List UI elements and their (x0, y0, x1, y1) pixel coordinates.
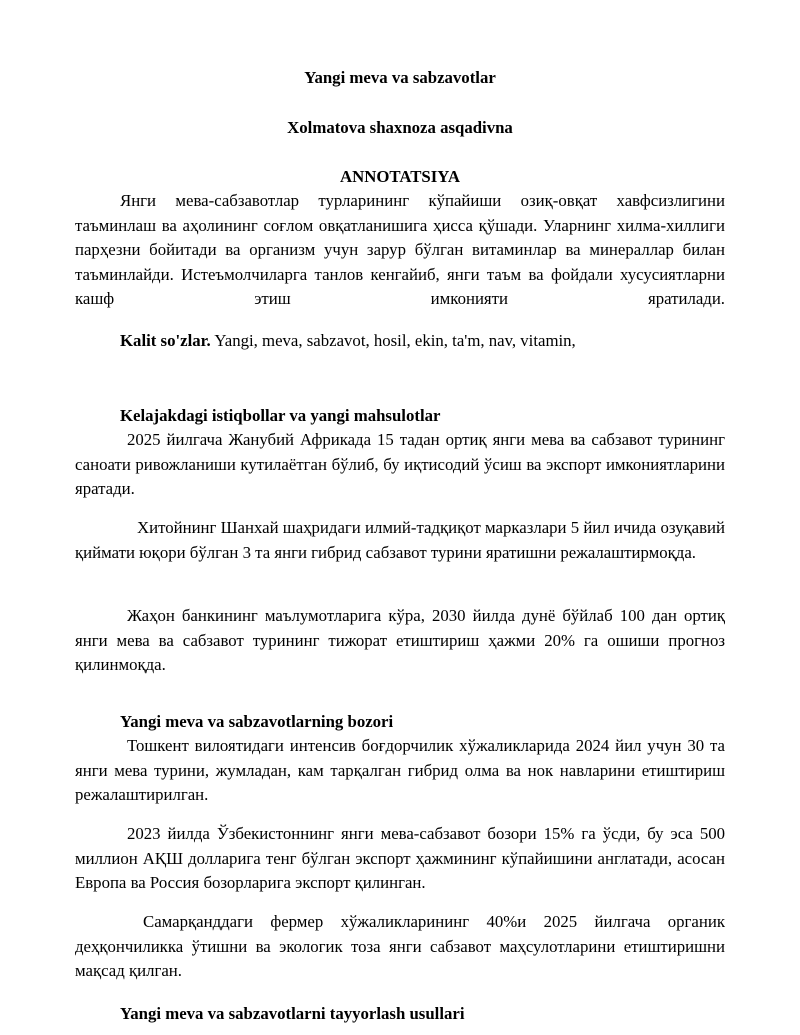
keywords-line (120, 329, 576, 354)
section2-paragraph-3: Самарқанддаги фермер хўжаликларининг 40%и 2025 йилгача органик деҳқончиликка ўтишни ва экологик тоза янги сабзавот маҳсулотларини етиштиришни мақсад қилган. (75, 912, 725, 980)
section-heading-future: Kelajakdagi istiqbollar va yangi mahsulotlar (120, 406, 441, 425)
section1-paragraph-1: 2025 йилгача Жанубий Африкада 15 тадан ортиқ янги мева ва сабзавот турининг саноати ривожланиши кутилаётган бўлиб, бу иқтисодий ўсиш ва экспорт имкониятларини яратади. (75, 430, 725, 498)
annotation-paragraph: Янги мева-сабзавотлар турларининг кўпайиши озиқ-овқат хавфсизлигини таъминлаш ва аҳолининг соғлом овқатланишига ҳисса қўшади. Уларнинг хилма-хиллиги парҳезни бойитади ва организм учун зарур бўлган витаминлар ва минераллар билан таъминлайди. Истеъмолчиларга танлов кенгайиб, янги таъм ва фойдали хусусиятларни кашф этиш имконияти яратилади. (75, 191, 725, 308)
section-heading-market: Yangi meva va sabzavotlarning bozori (120, 712, 394, 731)
annotation-heading: ANNOTATSIYA (340, 167, 460, 186)
section2-paragraph-2: 2023 йилда Ўзбекистоннинг янги мева-сабзавот бозори 15% га ўсди, бу эса 500 миллион АҚШ долларига тенг бўлган экспорт ҳажмининг кўпайишини англатади, асосан Европа ва Россия бозорларига экспорт қилинган. (75, 824, 725, 892)
section1-paragraph-3: Жаҳон банкининг маълумотларига кўра, 2030 йилда дунё бўйлаб 100 дан ортиқ янги мева ва сабзавот турининг тижорат етиштириш ҳажми 20% га ошиши прогноз қилинмоқда. (75, 606, 725, 674)
section2-paragraph-1: Тошкент вилоятидаги интенсив боғдорчилик хўжаликларида 2024 йил учун 30 та янги мева турини, жумладан, кам тарқалган гибрид олма ва нок навларини етиштириш режалаштирилган. (75, 736, 725, 804)
keywords-label: Kalit so'zlar. (120, 331, 211, 350)
keywords-text: Yangi, meva, sabzavot, hosil, ekin, ta'm, nav, vitamin, (210, 331, 576, 350)
section-heading-preparation: Yangi meva va sabzavotlarni tayyorlash usullari (120, 1004, 465, 1023)
document-title: Yangi meva va sabzavotlar (304, 68, 496, 87)
author-name: Xolmatova shaxnoza asqadivna (287, 118, 513, 137)
section1-paragraph-2: Хитойнинг Шанхай шаҳридаги илмий-тадқиқот марказлари 5 йил ичида озуқавий қиймати юқори бўлган 3 та янги гибрид сабзавот турини яратишни режалаштирмоқда. (75, 518, 725, 562)
